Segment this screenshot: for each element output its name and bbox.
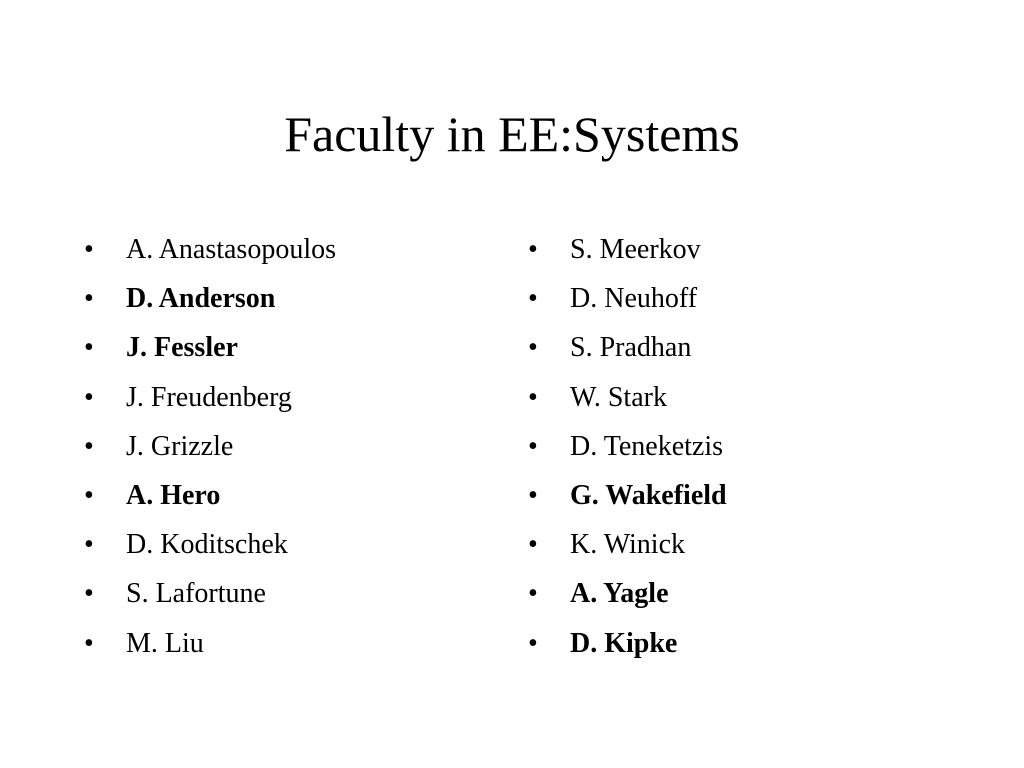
- slide-title: Faculty in EE:Systems: [284, 106, 740, 162]
- bullet-icon: •: [84, 332, 94, 364]
- faculty-name: D. Neuhoff: [570, 283, 698, 315]
- faculty-name: D. Koditschek: [126, 529, 288, 561]
- bullet-icon: •: [528, 381, 538, 413]
- faculty-list-item: [528, 279, 968, 328]
- bullet-icon: •: [528, 283, 538, 315]
- faculty-name: J. Freudenberg: [126, 381, 292, 413]
- bullet-icon: •: [84, 283, 94, 315]
- bullet-icon: •: [528, 529, 538, 561]
- faculty-name: J. Fessler: [126, 332, 238, 364]
- faculty-list-item: [84, 230, 504, 279]
- faculty-name: S. Pradhan: [570, 332, 692, 364]
- faculty-list-item: [84, 427, 504, 476]
- faculty-name: W. Stark: [570, 381, 667, 413]
- faculty-name: S. Lafortune: [126, 578, 266, 610]
- faculty-list-item: [528, 230, 968, 279]
- faculty-list-item: [528, 574, 968, 623]
- bullet-icon: •: [84, 578, 94, 610]
- bullet-icon: •: [528, 332, 538, 364]
- faculty-list-item: [84, 525, 504, 574]
- faculty-list-item: [528, 476, 968, 525]
- faculty-name: D. Anderson: [126, 283, 276, 315]
- bullet-icon: •: [84, 479, 94, 511]
- bullet-icon: •: [528, 479, 538, 511]
- faculty-list-item: [528, 525, 968, 574]
- faculty-list-item: [84, 378, 504, 427]
- faculty-list-left: [84, 230, 504, 673]
- faculty-name: K. Winick: [570, 529, 686, 561]
- bullet-icon: •: [84, 529, 94, 561]
- faculty-list-item: [84, 328, 504, 377]
- bullet-icon: •: [528, 627, 538, 659]
- faculty-name: A. Anastasopoulos: [126, 234, 336, 265]
- faculty-list-item: [84, 476, 504, 525]
- bullet-icon: •: [528, 430, 538, 462]
- bullet-icon: •: [84, 430, 94, 462]
- faculty-name: J. Grizzle: [126, 430, 234, 462]
- faculty-list-right: [528, 230, 968, 673]
- faculty-list-item: [84, 279, 504, 328]
- faculty-list-item: [528, 378, 968, 427]
- faculty-list-item: [84, 574, 504, 623]
- faculty-list-item: [528, 328, 968, 377]
- bullet-icon: •: [84, 627, 94, 659]
- bullet-icon: •: [84, 381, 94, 413]
- bullet-icon: •: [528, 578, 538, 610]
- faculty-name: D. Teneketzis: [570, 430, 724, 462]
- faculty-name: M. Liu: [126, 627, 204, 659]
- faculty-name: A. Hero: [126, 479, 221, 511]
- faculty-name: A. Yagle: [570, 578, 669, 610]
- faculty-list-item: [528, 624, 968, 673]
- faculty-name: D. Kipke: [570, 627, 678, 659]
- faculty-list-item: [528, 427, 968, 476]
- faculty-list-item: [84, 624, 504, 673]
- faculty-name: S. Meerkov: [570, 234, 701, 265]
- bullet-icon: •: [84, 234, 94, 265]
- bullet-icon: •: [528, 234, 538, 265]
- faculty-name: G. Wakefield: [570, 479, 727, 511]
